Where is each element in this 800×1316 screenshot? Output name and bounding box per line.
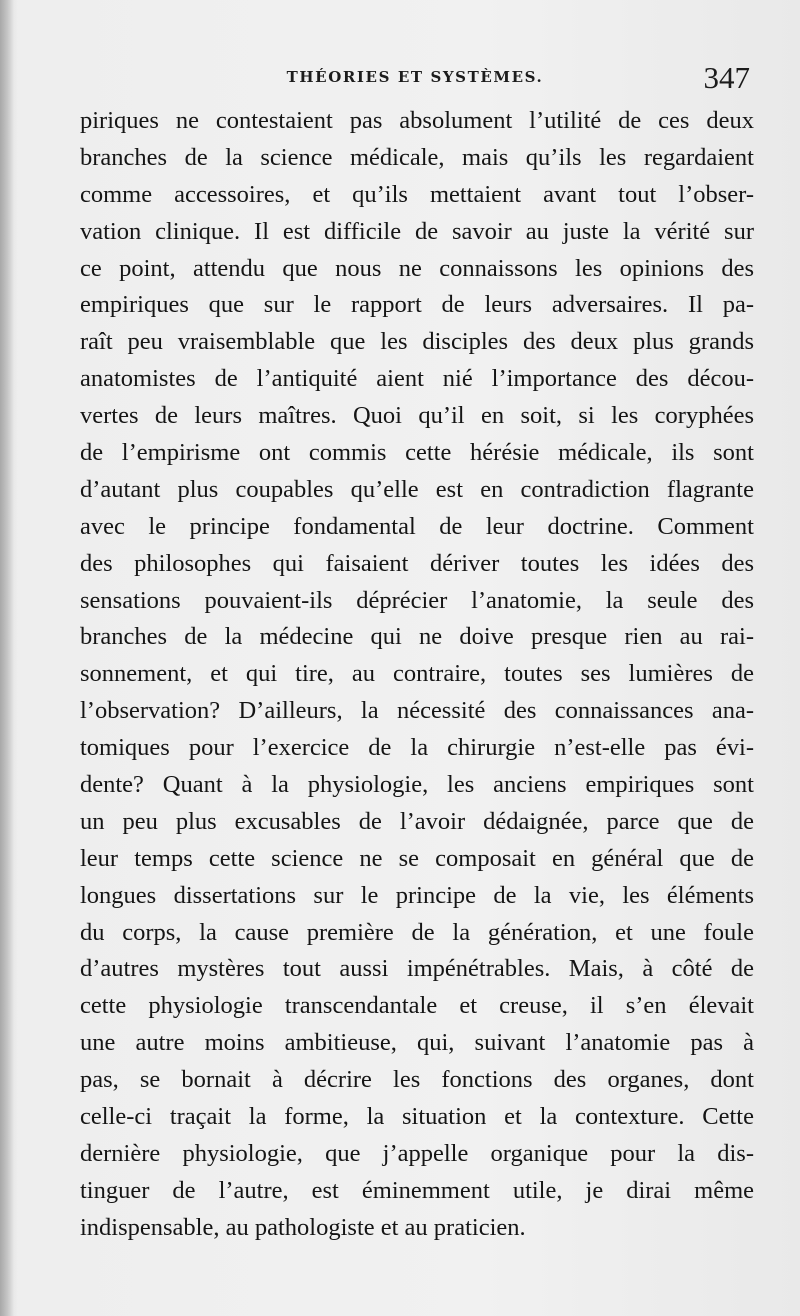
text-line: d’autres mystères tout aussi impénétrables. Mais, à côté de [80, 955, 754, 983]
text-line: dente? Quant à la physiologie, les anciens empiriques sont [80, 771, 754, 799]
text-line: pas, se bornait à décrire les fonctions des organes, dont [80, 1066, 754, 1094]
text-line: branches de la médecine qui ne doive presque rien au rai- [80, 623, 754, 651]
text-line: branches de la science médicale, mais qu’ils les regardaient [80, 143, 754, 171]
text-line: longues dissertations sur le principe de la vie, les éléments [80, 881, 754, 909]
text-line: cette physiologie transcendantale et creuse, il s’en élevait [80, 992, 754, 1020]
text-line: dernière physiologie, que j’appelle organique pour la dis- [80, 1139, 754, 1167]
text-line: piriques ne contestaient pas absolument l’utilité de ces deux [80, 107, 754, 134]
text-line: un peu plus excusables de l’avoir dédaignée, parce que de [80, 807, 754, 835]
text-line: tomiques pour l’exercice de la chirurgie n’est-elle pas évi- [80, 734, 754, 762]
text-line: leur temps cette science ne se composait en général que de [80, 844, 754, 872]
running-title: THÉORIES ET SYSTÈMES. [286, 68, 544, 86]
page-number: 347 [703, 60, 750, 95]
text-line: empiriques que sur le rapport de leurs adversaires. Il pa- [80, 291, 754, 319]
text-line: ce point, attendu que nous ne connaissons les opinions des [80, 254, 754, 282]
text-line: vation clinique. Il est difficile de savoir au juste la vérité sur [80, 217, 754, 245]
text-line: d’autant plus coupables qu’elle est en contradiction flagrante [80, 475, 754, 503]
binding-shadow [0, 0, 14, 1316]
text-line: indispensable, au pathologiste et au praticien. [80, 1213, 526, 1241]
text-line: sonnement, et qui tire, au contraire, toutes ses lumières de [80, 660, 754, 688]
text-line: de l’empirisme ont commis cette hérésie médicale, ils sont [80, 439, 754, 467]
text-line: anatomistes de l’antiquité aient nié l’importance des décou- [80, 365, 754, 393]
text-line: du corps, la cause première de la génération, et une foule [80, 918, 754, 946]
text-line: tinguer de l’autre, est éminemment utile, je dirai même [80, 1176, 754, 1204]
text-line: celle-ci traçait la forme, la situation et la contexture. Cette [80, 1103, 754, 1131]
text-line: l’observation? D’ailleurs, la nécessité des connaissances ana- [80, 697, 754, 725]
text-line: une autre moins ambitieuse, qui, suivant l’anatomie pas à [80, 1029, 754, 1057]
text-line: raît peu vraisemblable que les disciples des deux plus grands [80, 328, 754, 356]
text-line: sensations pouvaient-ils déprécier l’anatomie, la seule des [80, 586, 754, 614]
text-line: des philosophes qui faisaient dériver toutes les idées des [80, 549, 754, 577]
text-line: comme accessoires, et qu’ils mettaient avant tout l’obser- [80, 180, 754, 208]
running-head [80, 60, 750, 100]
body-text [80, 103, 754, 1247]
text-line: vertes de leurs maîtres. Quoi qu’il en soit, si les coryphées [80, 402, 754, 430]
text-line: avec le principe fondamental de leur doctrine. Comment [80, 512, 754, 540]
